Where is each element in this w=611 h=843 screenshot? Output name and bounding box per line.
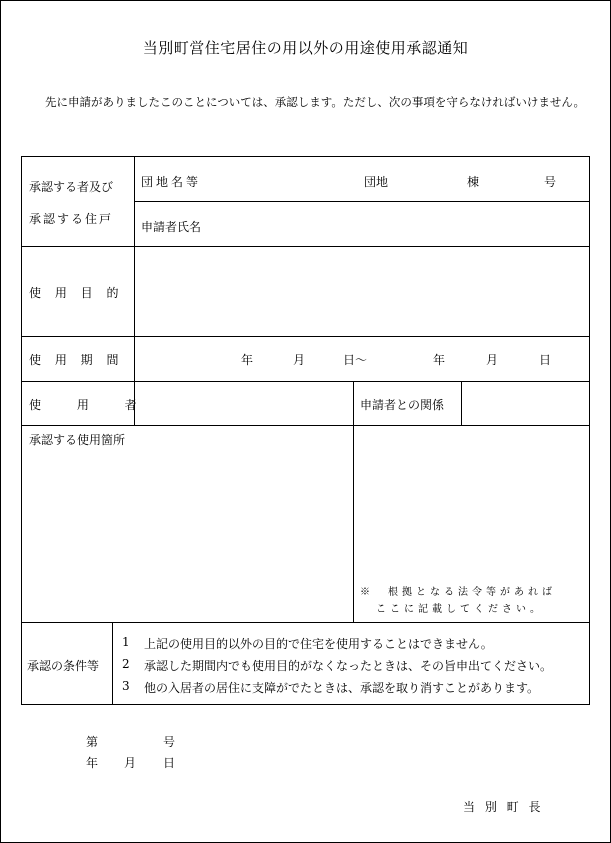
- legal-basis-note-line1: ※ 根拠となる法令等があれば: [360, 587, 556, 598]
- period-start-day: 日〜: [343, 353, 368, 367]
- complex-unit: 団地: [364, 175, 389, 189]
- approval-form-table: [21, 156, 590, 705]
- condition-number: 3: [122, 679, 130, 693]
- row-divider: [22, 336, 590, 337]
- period-start-month: 月: [293, 353, 306, 367]
- row-divider: [22, 381, 590, 382]
- legal-basis-note-line2: ここに記載してください。: [376, 604, 544, 615]
- column-divider: [461, 381, 462, 425]
- column-divider: [353, 381, 354, 622]
- column-divider: [112, 622, 113, 705]
- column-divider: [134, 157, 135, 425]
- condition-number: 2: [122, 657, 130, 671]
- condition-text: 承認した期間内でも使用目的がなくなったときは、その旨申出てください。: [144, 659, 553, 673]
- row-divider: [22, 246, 590, 247]
- document-number-dai: 第: [86, 735, 99, 749]
- date-month: 月: [124, 756, 137, 770]
- mayor-signature-label: 当 別 町 長: [463, 800, 544, 814]
- period-end-year: 年: [433, 353, 446, 367]
- period-label: 使 用 期 間: [29, 353, 124, 367]
- date-year: 年: [86, 756, 99, 770]
- location-label: 承認する使用箇所: [29, 433, 126, 447]
- document-number-go: 号: [163, 735, 176, 749]
- condition-text: 上記の使用目的以外の目的で住宅を使用することはできません。: [144, 637, 493, 651]
- period-end-day: 日: [539, 353, 552, 367]
- number-unit: 号: [544, 175, 557, 189]
- complex-name-label: 団地名等: [141, 175, 202, 189]
- date-day: 日: [163, 756, 176, 770]
- purpose-label: 使 用 目 的: [29, 286, 124, 300]
- conditions-label: 承認の条件等: [27, 659, 100, 673]
- relation-label: 申請者との関係: [360, 398, 445, 412]
- applicant-name-label: 申請者氏名: [141, 220, 202, 234]
- approved-person-label: 承認する者及び: [29, 180, 114, 194]
- period-end-month: 月: [486, 353, 499, 367]
- row-divider: [22, 622, 590, 623]
- user-label: 使 用 者: [29, 398, 153, 412]
- row-divider: [134, 201, 590, 202]
- building-unit: 棟: [467, 175, 480, 189]
- intro-text: 先に申請がありましたこのことについては、承認します。ただし、次の事項を守らなければいけません。: [45, 95, 586, 109]
- condition-number: 1: [122, 635, 130, 649]
- page-title: 当別町営住宅居住の用以外の用途使用承認通知: [142, 39, 469, 57]
- approved-unit-label: 承認する住戸: [29, 212, 114, 226]
- condition-text: 他の入居者の居住に支障がでたときは、承認を取り消すことがあります。: [144, 681, 540, 695]
- row-divider: [22, 425, 590, 426]
- period-start-year: 年: [241, 353, 254, 367]
